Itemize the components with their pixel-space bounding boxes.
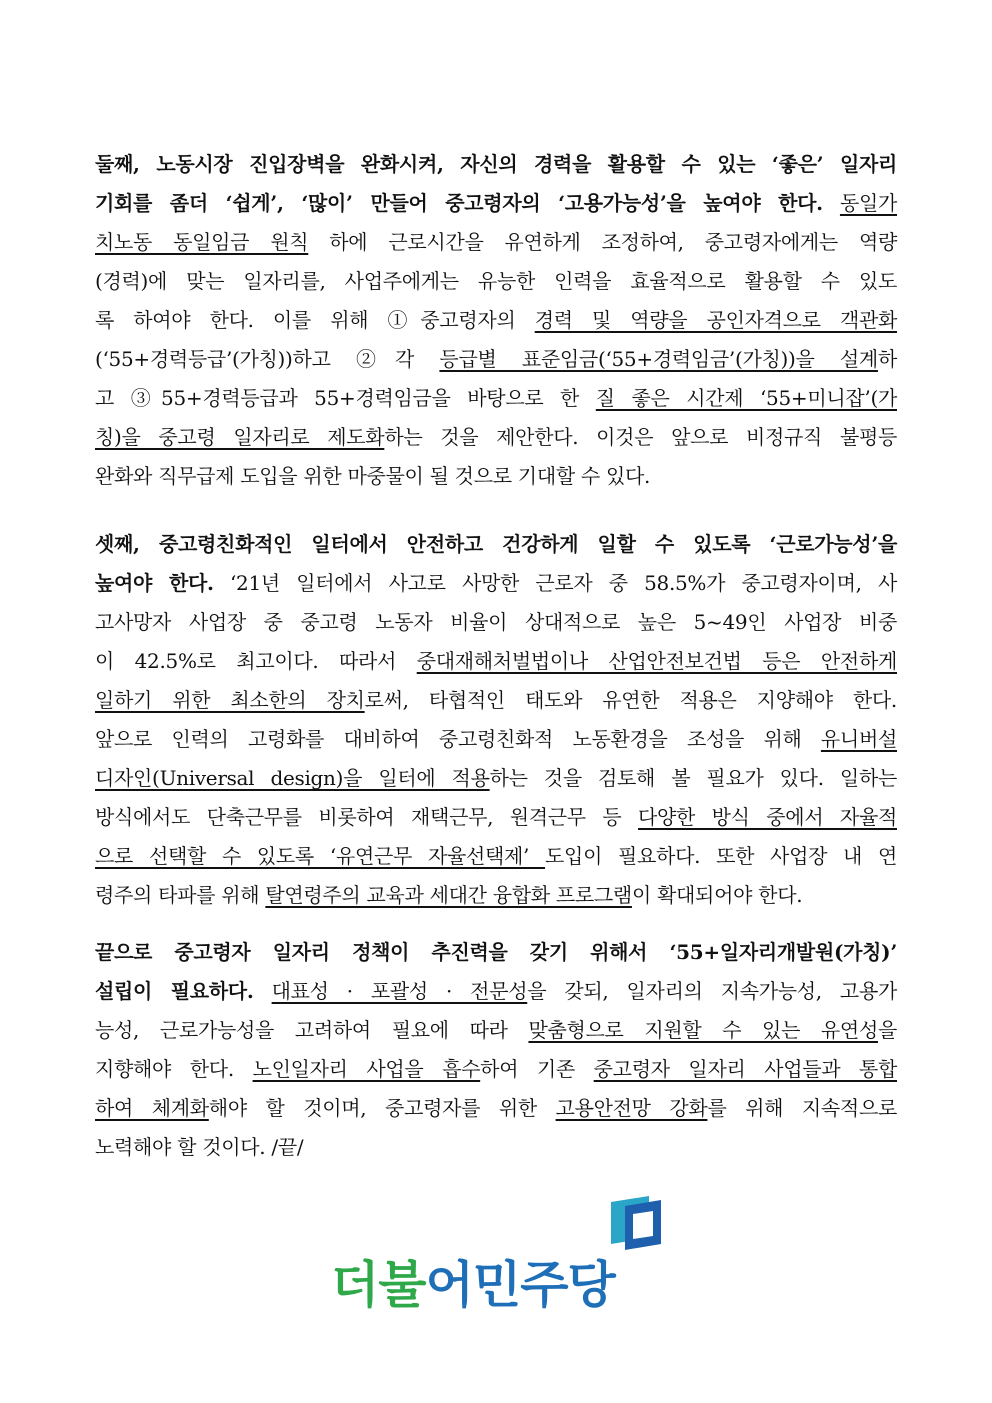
- underlined-text: 등급별 표준임금(‘55+경력임금’(가칭))을 설계: [439, 347, 878, 371]
- bold-text: 셋째, 중고령친화적인 일터에서 안전하고 건강하게 일할 수 있도록 ‘근로가능성’을: [95, 532, 897, 556]
- text-line: [95, 458, 897, 494]
- text-line: [95, 799, 897, 835]
- text-line: [95, 838, 897, 874]
- underlined-text: 질 좋은 시간제 ‘55+미니잡’(가: [595, 386, 898, 410]
- underlined-text: 대표성 · 포괄성 · 전문성: [271, 979, 528, 1003]
- text-run: 이 42.5%로 최고이다. 따라서: [95, 649, 417, 673]
- text-line: [95, 1090, 897, 1126]
- underlined-text: 노인일자리 사업을 흡수: [252, 1057, 481, 1081]
- party-logo: [331, 1190, 661, 1314]
- text-run: 하는 것을 제안한다. 이것은 앞으로 비정규직 불평등: [384, 425, 897, 449]
- text-line: [95, 682, 897, 718]
- underlined-text: 다양한 방식 중에서 자율적: [638, 805, 897, 829]
- underlined-text: 칭)을 중고령 일자리로 제도화: [95, 425, 385, 449]
- underlined-text: 경력 및 역량을 공인자격으로 객관화: [534, 308, 897, 332]
- underlined-text: 으로 선택할 수 있도록 ‘유연근무 자율선택제’: [95, 844, 546, 868]
- text-run: 완화와 직무급제 도입을 위한 마중물이 될 것으로 기대할 수 있다.: [95, 464, 651, 488]
- underlined-text: 탈연령주의 교육과 세대간 융합화 프로그램: [265, 883, 632, 907]
- text-run: 을 갖되, 일자리의 지속가능성, 고용가: [527, 979, 897, 1003]
- bold-text: 설립이 필요하다.: [95, 979, 254, 1003]
- text-line: [95, 973, 897, 1009]
- underlined-text: 중대재해처벌법이나 산업안전보건법 등은 안전하게: [416, 649, 897, 673]
- text-run: 령주의 타파를 위해: [95, 883, 266, 907]
- text-line: [95, 604, 897, 640]
- bold-text: 높여야 한다.: [95, 571, 214, 595]
- underlined-text: 중고령자 일자리 사업들과 통합: [593, 1057, 897, 1081]
- text-line: [95, 565, 897, 601]
- text-line: [95, 263, 897, 299]
- text-run: 방식에서도 단축근무를 비롯하여 재택근무, 원격근무 등: [95, 805, 639, 829]
- text-line: [95, 1129, 897, 1165]
- text-run: (‘55+경력등급’(가칭))하고 ②각: [95, 347, 440, 371]
- text-line: [95, 419, 897, 455]
- text-run: 도입이 필요하다. 또한 사업장 내 연: [545, 844, 897, 868]
- text-line: [95, 877, 897, 913]
- text-line: [95, 1051, 897, 1087]
- text-run: /끝/: [265, 1135, 304, 1159]
- underlined-text: 맞춤형으로 지원할 수 있는 유연성: [528, 1018, 878, 1042]
- text-line: [95, 1012, 897, 1048]
- text-run: 하여 기존: [480, 1057, 594, 1081]
- bold-text: 끝으로 중고령자 일자리 정책이 추진력을 갖기 위해서 ‘55+일자리개발원(가칭)’: [95, 940, 897, 964]
- underlined-text: 하여 체계화: [95, 1096, 209, 1120]
- logo-text-blue: 어민주당: [425, 1256, 615, 1314]
- text-run: 하: [877, 347, 897, 371]
- text-line: [95, 341, 897, 377]
- text-line: [95, 146, 897, 182]
- text-run: 능성, 근로가능성을 고려하여 필요에 따라: [95, 1018, 529, 1042]
- text-run: 이 확대되어야 한다.: [631, 883, 803, 907]
- text-run: (경력)에 맞는 일자리를, 사업주에게는 유능한 인력을 효율적으로 활용할 수 있도: [95, 269, 897, 293]
- text-run: 지향해야 한다.: [95, 1057, 253, 1081]
- text-run: 하는 것을 검토해 볼 필요가 있다. 일하는: [489, 766, 897, 790]
- text-line: [95, 934, 897, 970]
- text-run: 고 ③55+경력등급과 55+경력임금을 바탕으로 한: [95, 386, 596, 410]
- text-run: 해야 할 것이며, 중고령자를 위한: [208, 1096, 556, 1120]
- text-line: [95, 721, 897, 757]
- underlined-text: 동일가: [839, 191, 897, 215]
- flag-icon: [609, 1194, 663, 1252]
- text-run: 고사망자 사업장 중 중고령 노동자 비율이 상대적으로 높은 5~49인 사업장 비중: [95, 610, 897, 634]
- text-line: [95, 643, 897, 679]
- text-line: [95, 185, 897, 221]
- text-run: 록 하여야 한다. 이를 위해 ①중고령자의: [95, 308, 535, 332]
- text-line: [95, 380, 897, 416]
- bold-text: 둘째, 노동시장 진입장벽을 완화시켜, 자신의 경력을 활용할 수 있는 ‘좋은’ 일자리: [95, 152, 897, 176]
- text-line: [95, 526, 897, 562]
- text-run: [823, 191, 840, 215]
- bold-text: 기회를 좀더 ‘쉽게’, ‘많이’ 만들어 중고령자의 ‘고용가능성’을 높여야 한다.: [95, 191, 823, 215]
- underlined-text: 일하기 위한 최소한의 장치: [95, 688, 365, 712]
- text-run: 로써, 타협적인 태도와 유연한 적용은 지양해야 한다.: [364, 688, 897, 712]
- text-run: 앞으로 인력의 고령화를 대비하여 중고령친화적 노동환경을 조성을 위해: [95, 727, 821, 751]
- text-run: ‘21년 일터에서 사고로 사망한 근로자 중 58.5%가 중고령자이며, 사: [213, 571, 897, 595]
- text-line: [95, 302, 897, 338]
- text-line: [95, 760, 897, 796]
- text-run: [254, 979, 272, 1003]
- text-run: 노력해야 할 것이다.: [95, 1135, 266, 1159]
- underlined-text: 유니버설: [820, 727, 897, 751]
- text-line: [95, 224, 897, 260]
- text-run: 를 위해 지속적으로: [707, 1096, 897, 1120]
- logo-text-green: 더불: [331, 1256, 426, 1314]
- logo-wordmark: [331, 1245, 615, 1317]
- underlined-text: 치노동 동일임금 원칙: [95, 230, 309, 254]
- underlined-text: 디자인(Universal design)을 일터에 적용: [95, 766, 490, 790]
- text-run: 을: [877, 1018, 898, 1042]
- text-run: 하에 근로시간을 유연하게 조정하여, 중고령자에게는 역량: [308, 230, 897, 254]
- underlined-text: 고용안전망 강화: [555, 1096, 708, 1120]
